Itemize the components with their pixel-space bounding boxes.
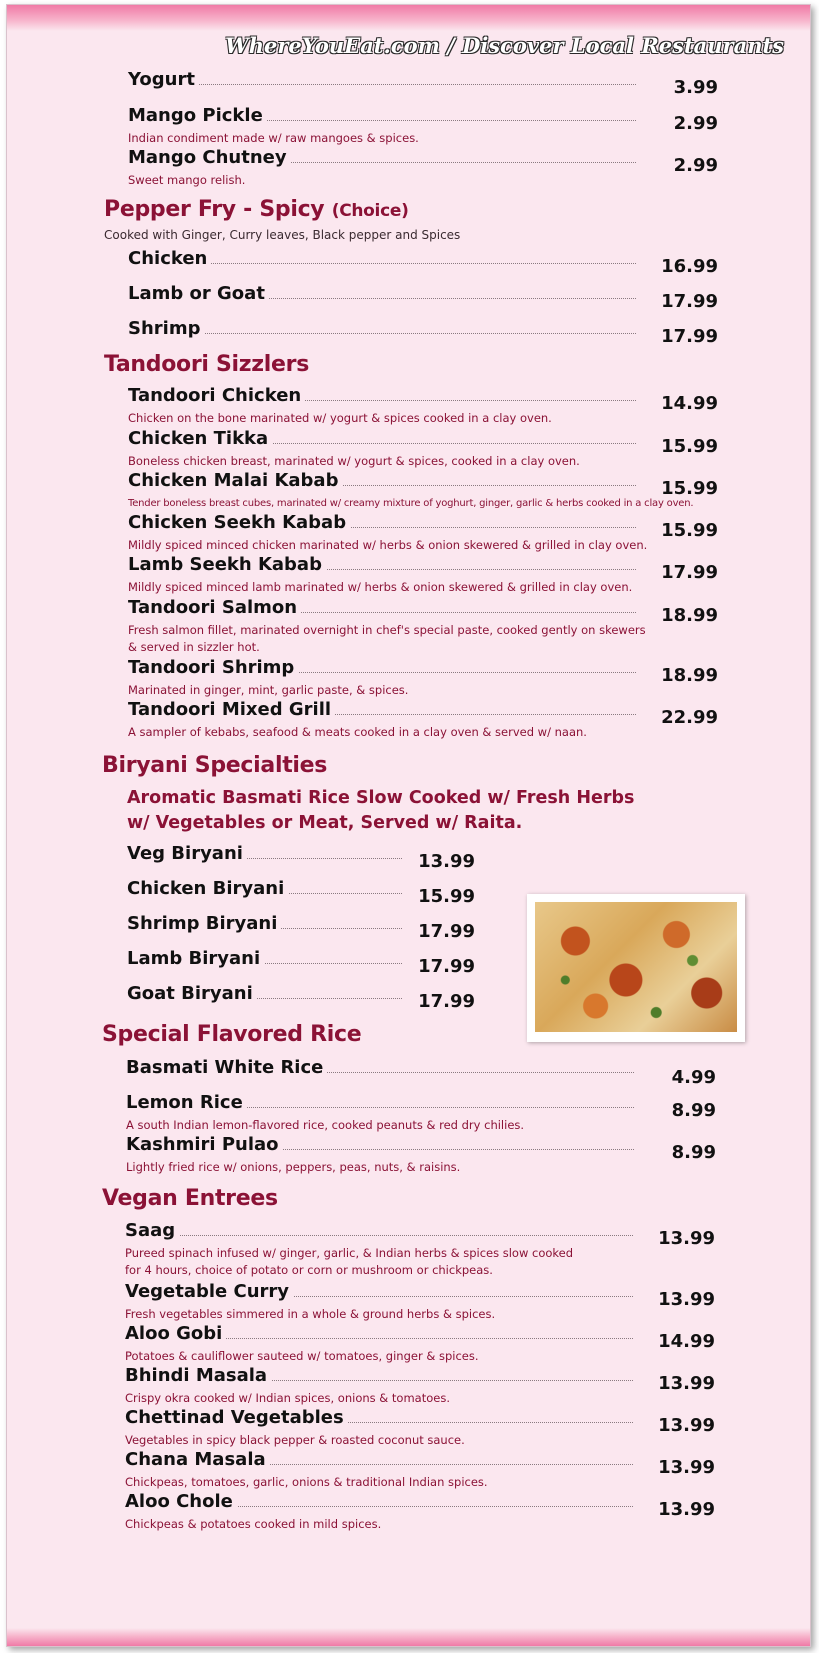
item-description-continued: for 4 hours, choice of potato or corn or mushroom or chickpeas.: [125, 1263, 493, 1277]
item-description: Mildly spiced minced chicken marinated w/ herbs & onion skewered & grilled in clay oven.: [128, 538, 648, 552]
item-name: Lamb Seekh Kabab: [128, 554, 326, 575]
menu-item: [128, 699, 718, 739]
menu-item: [125, 1407, 719, 1447]
menu-item: [128, 105, 718, 145]
menu-item: [128, 512, 718, 552]
biryani-photo: [527, 894, 745, 1042]
menu-item: [128, 470, 718, 509]
menu-item: [126, 1092, 718, 1132]
item-price: 13.99: [658, 1228, 715, 1249]
watermark-text: WhereYouEat.com / Discover Local Restaurants: [225, 33, 784, 58]
menu-item: [126, 1134, 718, 1174]
menu-item: [127, 983, 497, 1013]
menu-item: [127, 878, 497, 908]
item-name: Yogurt: [128, 69, 199, 90]
menu-item: [125, 1281, 719, 1321]
item-price: 8.99: [671, 1142, 716, 1163]
menu-item: [128, 69, 718, 99]
item-name: Bhindi Masala: [125, 1365, 271, 1386]
item-price: 2.99: [673, 155, 718, 176]
item-description: Pureed spinach infused w/ ginger, garlic, & Indian herbs & spices slow cooked: [125, 1246, 574, 1260]
section-title-tandoori: Tandoori Sizzlers: [104, 352, 310, 377]
item-description: Chicken on the bone marinated w/ yogurt & spices cooked in a clay oven.: [128, 411, 552, 425]
menu-item: [127, 913, 497, 943]
item-name: Saag: [125, 1220, 179, 1241]
menu-item: [125, 1220, 719, 1277]
item-description-continued: & served in sizzler hot.: [128, 640, 260, 654]
item-price: 15.99: [661, 478, 718, 499]
item-price: 22.99: [661, 707, 718, 728]
item-name: Chana Masala: [125, 1449, 270, 1470]
item-name: Goat Biryani: [127, 983, 257, 1004]
item-price: 17.99: [661, 326, 718, 347]
item-name: Chettinad Vegetables: [125, 1407, 348, 1428]
item-price: 4.99: [671, 1067, 716, 1088]
item-price: 17.99: [661, 562, 718, 583]
item-price: 13.99: [418, 851, 475, 872]
item-price: 14.99: [658, 1331, 715, 1352]
item-description: Indian condiment made w/ raw mangoes & spices.: [128, 131, 419, 145]
item-description: Boneless chicken breast, marinated w/ yogurt & spices, cooked in a clay oven.: [128, 454, 580, 468]
item-price: 15.99: [661, 436, 718, 457]
item-price: 17.99: [661, 291, 718, 312]
section-description: Cooked with Ginger, Curry leaves, Black pepper and Spices: [104, 228, 461, 242]
menu-item: [127, 843, 497, 873]
item-name: Tandoori Salmon: [128, 597, 301, 618]
menu-item: [128, 147, 718, 187]
item-name: Chicken Tikka: [128, 428, 272, 449]
item-name: Shrimp Biryani: [127, 913, 281, 934]
item-price: 18.99: [661, 665, 718, 686]
menu-item: [128, 385, 718, 425]
item-description: A south Indian lemon-flavored rice, cooked peanuts & red dry chilies.: [126, 1118, 525, 1132]
item-description: Tender boneless breast cubes, marinated w/ creamy mixture of yoghurt, ginger, garlic & herbs cooked in a clay oven.: [128, 498, 694, 509]
section-title-biryani: Biryani Specialties: [102, 753, 328, 778]
menu-item: [128, 428, 718, 468]
item-name: Basmati White Rice: [126, 1057, 327, 1078]
item-name: Mango Pickle: [128, 105, 267, 126]
item-name: Kashmiri Pulao: [126, 1134, 283, 1155]
item-name: Aloo Gobi: [125, 1323, 226, 1344]
menu-item: [126, 1057, 718, 1087]
item-price: 13.99: [658, 1457, 715, 1478]
item-description: A sampler of kebabs, seafood & meats cooked in a clay oven & served w/ naan.: [128, 725, 587, 739]
menu-item: [128, 318, 718, 348]
item-name: Mango Chutney: [128, 147, 291, 168]
item-description: Fresh salmon fillet, marinated overnight in chef's special paste, cooked gently on skewers: [128, 623, 646, 637]
item-price: 17.99: [418, 921, 475, 942]
top-decorative-band: [7, 5, 810, 31]
item-name: Chicken Malai Kabab: [128, 470, 342, 491]
menu-item: [128, 283, 718, 313]
item-price: 15.99: [418, 886, 475, 907]
item-description: Mildly spiced minced lamb marinated w/ herbs & onion skewered & grilled in clay oven.: [128, 580, 633, 594]
item-price: 17.99: [418, 956, 475, 977]
item-name: Tandoori Mixed Grill: [128, 699, 335, 720]
menu-item: [128, 248, 718, 278]
item-name: Chicken Biryani: [127, 878, 288, 899]
item-price: 8.99: [671, 1100, 716, 1121]
item-price: 18.99: [661, 605, 718, 626]
menu-item: [125, 1365, 719, 1405]
item-price: 13.99: [658, 1415, 715, 1436]
item-name: Tandoori Chicken: [128, 385, 305, 406]
item-description: Lightly fried rice w/ onions, peppers, peas, nuts, & raisins.: [126, 1160, 461, 1174]
section-subtitle: w/ Vegetables or Meat, Served w/ Raita.: [127, 813, 523, 833]
item-price: 14.99: [661, 393, 718, 414]
section-title-pepper-fry: Pepper Fry - Spicy (Choice): [104, 197, 409, 222]
bottom-decorative-band: [7, 1628, 810, 1646]
section-title-vegan: Vegan Entrees: [102, 1186, 278, 1211]
section-title-rice: Special Flavored Rice: [102, 1022, 362, 1047]
section-subtitle: Aromatic Basmati Rice Slow Cooked w/ Fresh Herbs: [127, 788, 635, 808]
item-price: 16.99: [661, 256, 718, 277]
item-name: Lamb Biryani: [127, 948, 264, 969]
menu-item: [128, 554, 718, 594]
item-name: Chicken Seekh Kabab: [128, 512, 350, 533]
item-name: Lamb or Goat: [128, 283, 269, 304]
item-name: Chicken: [128, 248, 211, 269]
item-description: Fresh vegetables simmered in a whole & ground herbs & spices.: [125, 1307, 496, 1321]
item-price: 2.99: [673, 113, 718, 134]
item-name: Shrimp: [128, 318, 204, 339]
item-name: Lemon Rice: [126, 1092, 247, 1113]
item-name: Tandoori Shrimp: [128, 657, 298, 678]
menu-item: [127, 948, 497, 978]
item-description: Chickpeas & potatoes cooked in mild spices.: [125, 1517, 382, 1531]
item-price: 13.99: [658, 1373, 715, 1394]
item-description: Chickpeas, tomatoes, garlic, onions & traditional Indian spices.: [125, 1475, 488, 1489]
item-description: Sweet mango relish.: [128, 173, 246, 187]
item-name: Vegetable Curry: [125, 1281, 293, 1302]
item-name: Aloo Chole: [125, 1491, 237, 1512]
item-description: Vegetables in spicy black pepper & roasted coconut sauce.: [125, 1433, 465, 1447]
menu-item: [125, 1449, 719, 1489]
menu-page: [6, 4, 811, 1647]
item-description: Potatoes & cauliflower sauteed w/ tomatoes, ginger & spices.: [125, 1349, 479, 1363]
item-price: 13.99: [658, 1289, 715, 1310]
item-price: 3.99: [673, 77, 718, 98]
item-description: Crispy okra cooked w/ Indian spices, onions & tomatoes.: [125, 1391, 450, 1405]
menu-item: [128, 597, 718, 654]
item-price: 17.99: [418, 991, 475, 1012]
item-price: 13.99: [658, 1499, 715, 1520]
menu-item: [125, 1491, 719, 1531]
menu-item: [125, 1323, 719, 1363]
item-price: 15.99: [661, 520, 718, 541]
item-name: Veg Biryani: [127, 843, 247, 864]
menu-item: [128, 657, 718, 697]
biryani-image: [535, 902, 737, 1032]
section-choice-note: (Choice): [331, 201, 409, 221]
item-description: Marinated in ginger, mint, garlic paste, & spices.: [128, 683, 409, 697]
